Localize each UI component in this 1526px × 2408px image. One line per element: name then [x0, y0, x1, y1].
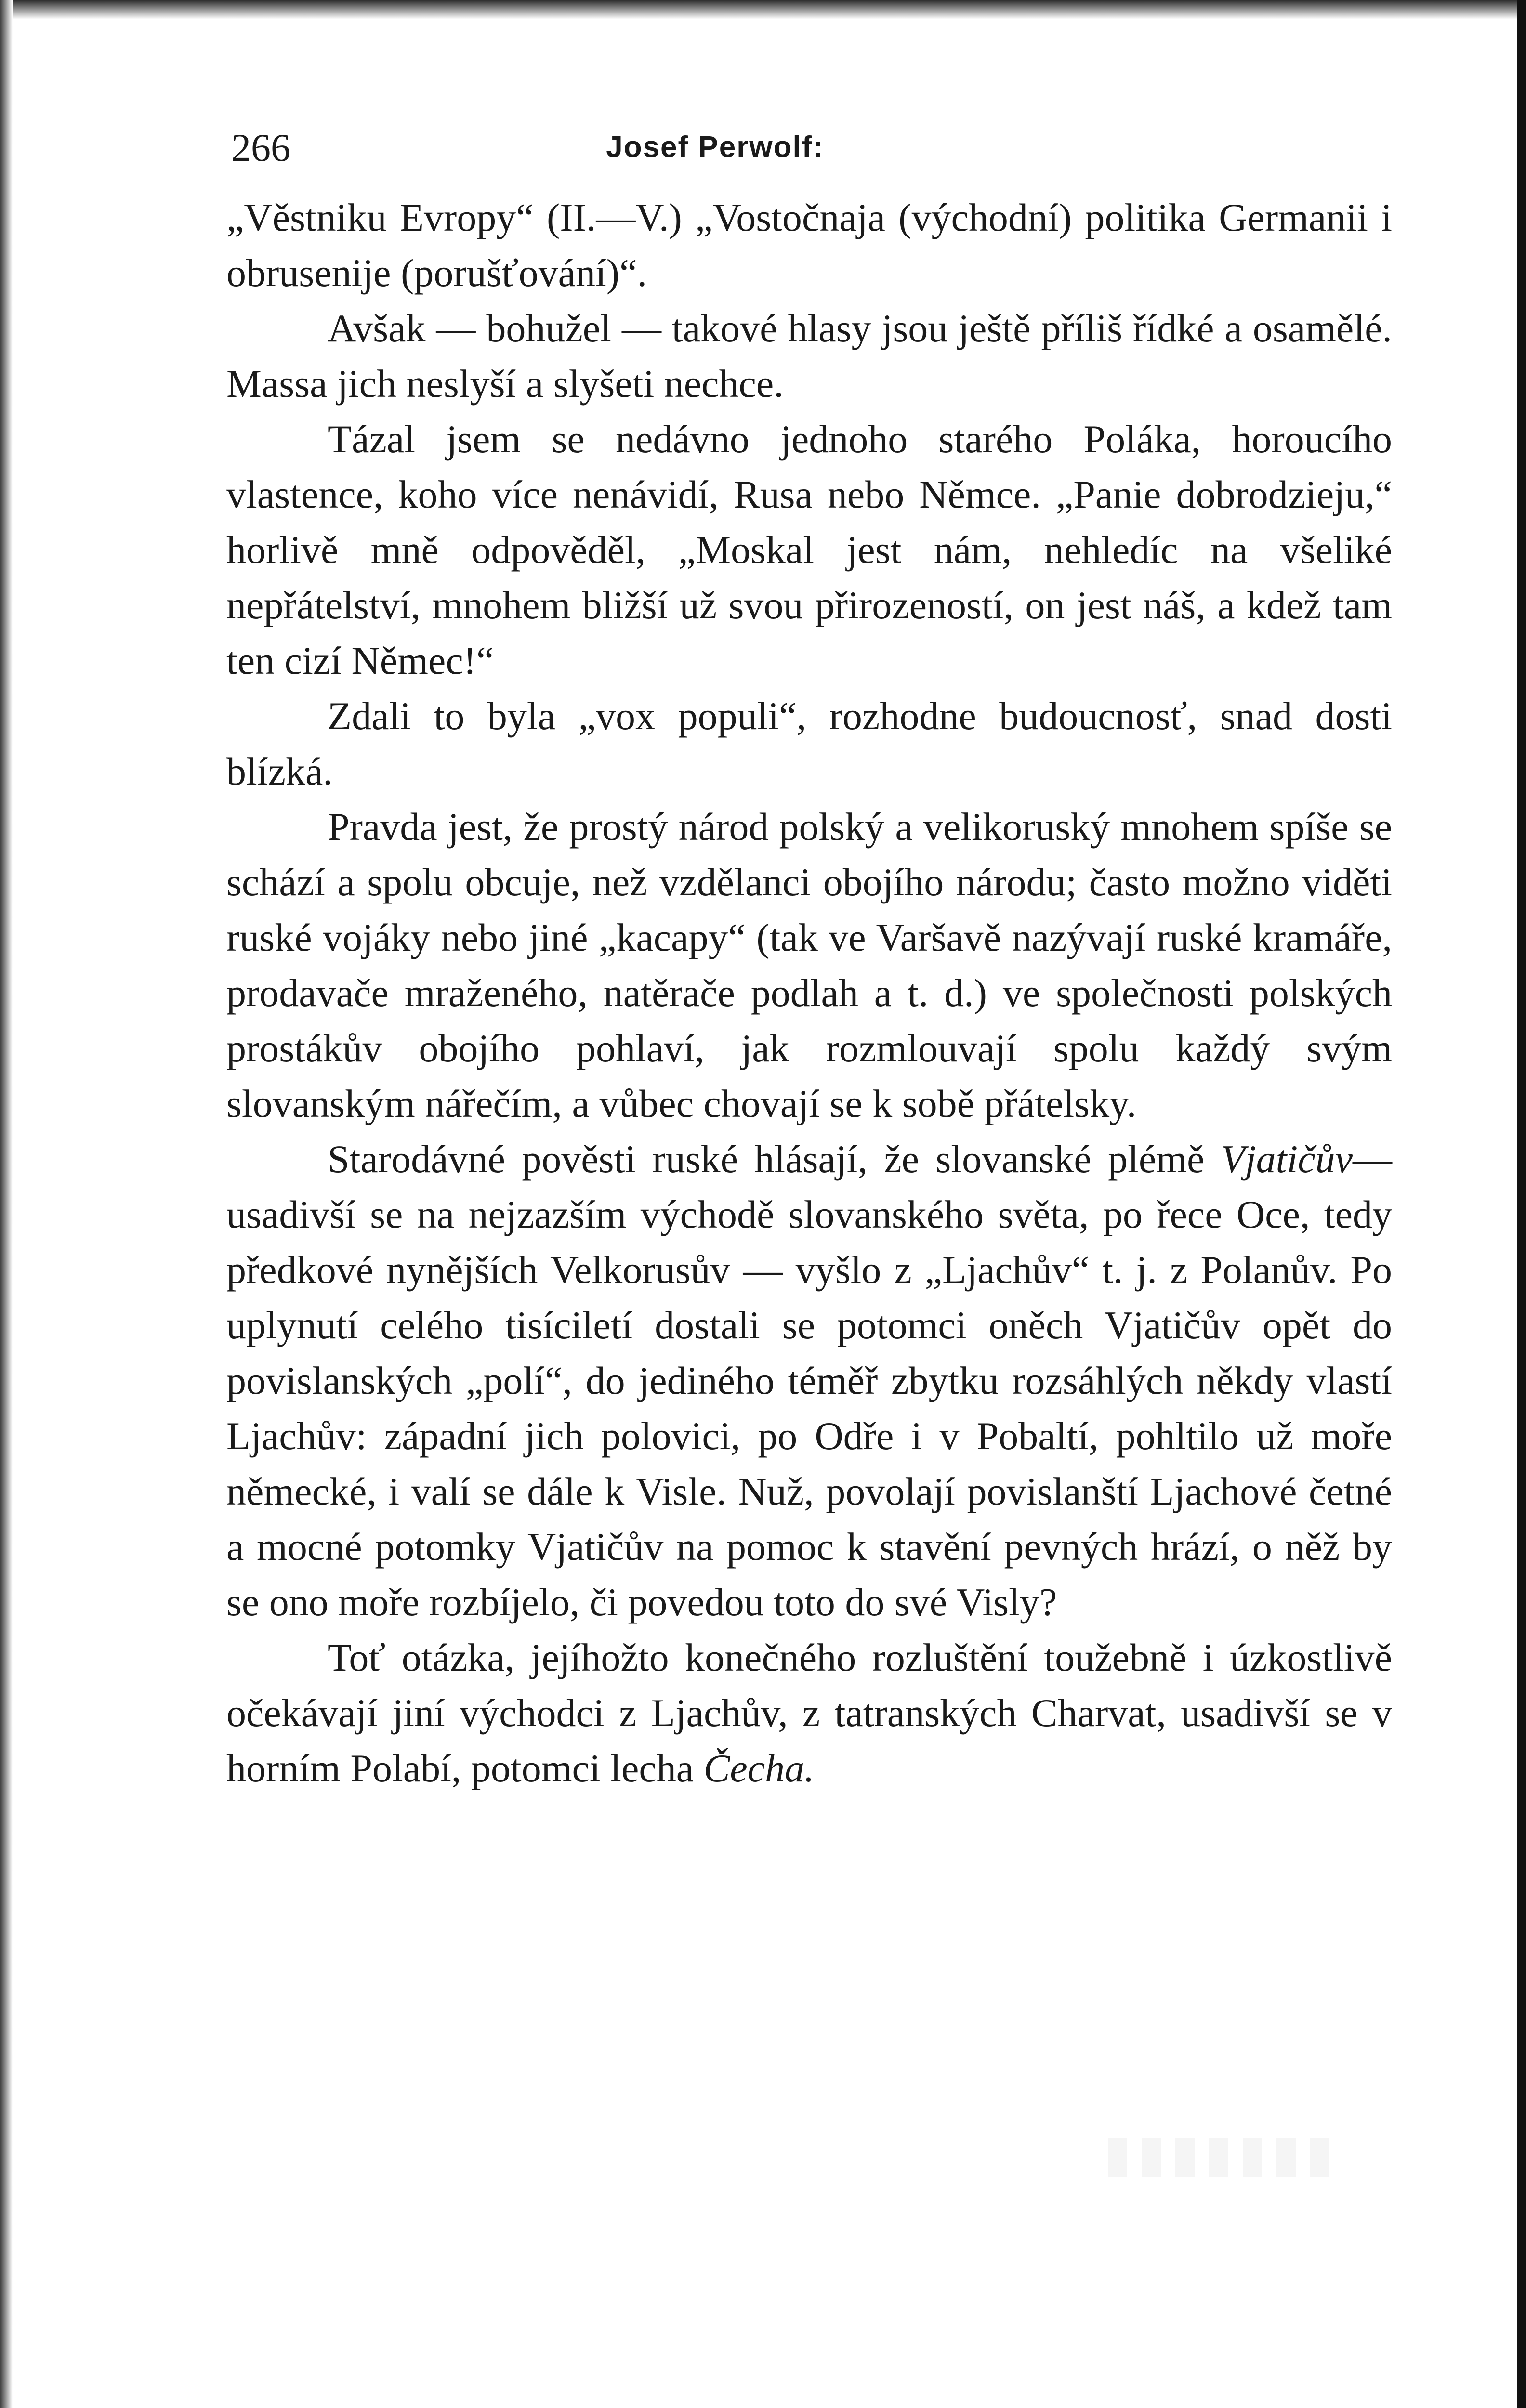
paragraph-6-rest: — usadivší se na nejzazším východě slovanského světa, po řece Oce, tedy předkové nynějších Velkorusův — vyšlo z „Ljachův“ t. j. z Polanův. Po uplynutí celého tisíciletí dostali se potomci oněch Vjatičův opět do povislanských „polí“, do jediného téměř zbytku rozsáhlých někdy vlastí Ljachův: západní jich polovici, po Odře i v Pobaltí, pohltilo už moře německé, i valí se dále k Visle. Nuž, povolají povislanští Ljachové četné a mocné potomky Vjatičův na pomoc k stavění pevných hrází, o něž by se ono moře rozbíjelo, či povedou toto do své Visly?	[226, 1137, 1392, 1624]
paragraph-2: Avšak — bohužel — takové hlasy jsou ještě příliš řídké a osamělé. Massa jich neslyší a slyšeti nechce.	[226, 306, 1392, 406]
paragraph-6	[226, 1131, 1392, 1630]
paragraph-6-lead: Starodávné pověsti ruské hlásají, že slovanské plémě	[328, 1137, 1205, 1181]
paragraph-7-italic: Čecha.	[703, 1746, 815, 1790]
paragraph-6-italic: Vjatičův	[1221, 1137, 1353, 1181]
paragraph-1: „Věstniku Evropy“ (II.—V.) „Vostočnaja (východní) politika Germanii i obrusenije (porušťování)“.	[226, 196, 1392, 295]
page-header	[226, 125, 1392, 183]
scan-edge-right	[1517, 0, 1526, 2408]
paragraph-7-text: Toť otázka, jejíhožto konečného rozluštění toužebně i úzkostlivě očekávají jiní východci z Ljachův, z tatranských Charvat, usadivší se v horním Polabí, potomci lecha	[226, 1636, 1392, 1790]
paragraph-3: Tázal jsem se nedávno jednoho starého Poláka, horoucího vlastence, koho více nenávidí, Rusa nebo Němce. „Panie dobrodzieju,“ horlivě mně odpověděl, „Moskal jest nám, nehledíc na všeliké nepřátelství, mnohem bližší už svou přirozeností, on jest náš, a kdež tam ten cizí Němec!“	[226, 417, 1392, 682]
scan-edge-left	[0, 0, 13, 2408]
paragraph-5: Pravda jest, že prostý národ polský a velikoruský mnohem spíše se schází a spolu obcuje, než vzdělanci obojího národu; často možno viděti ruské vojáky nebo jiné „kacapy“ (tak ve Varšavě nazývají ruské kramáře, prodavače mraženého, natěrače podlah a t. d.) ve společnosti polských prostákův obojího pohlaví, jak rozmlouvají spolu každý svým slovanským nářečím, a vůbec chovají se k sobě přátelsky.	[226, 805, 1392, 1125]
show-through-texture	[1108, 2138, 1329, 2177]
page-number: 266	[231, 126, 290, 170]
book-page	[226, 125, 1392, 1796]
scan-edge-top	[0, 0, 1526, 19]
running-head: Josef Perwolf:	[606, 131, 824, 164]
body-text	[226, 190, 1392, 1796]
paragraph-4: Zdali to byla „vox populi“, rozhodne budoucnosť, snad dosti blízká.	[226, 694, 1392, 793]
paragraph-7	[226, 1630, 1392, 1796]
